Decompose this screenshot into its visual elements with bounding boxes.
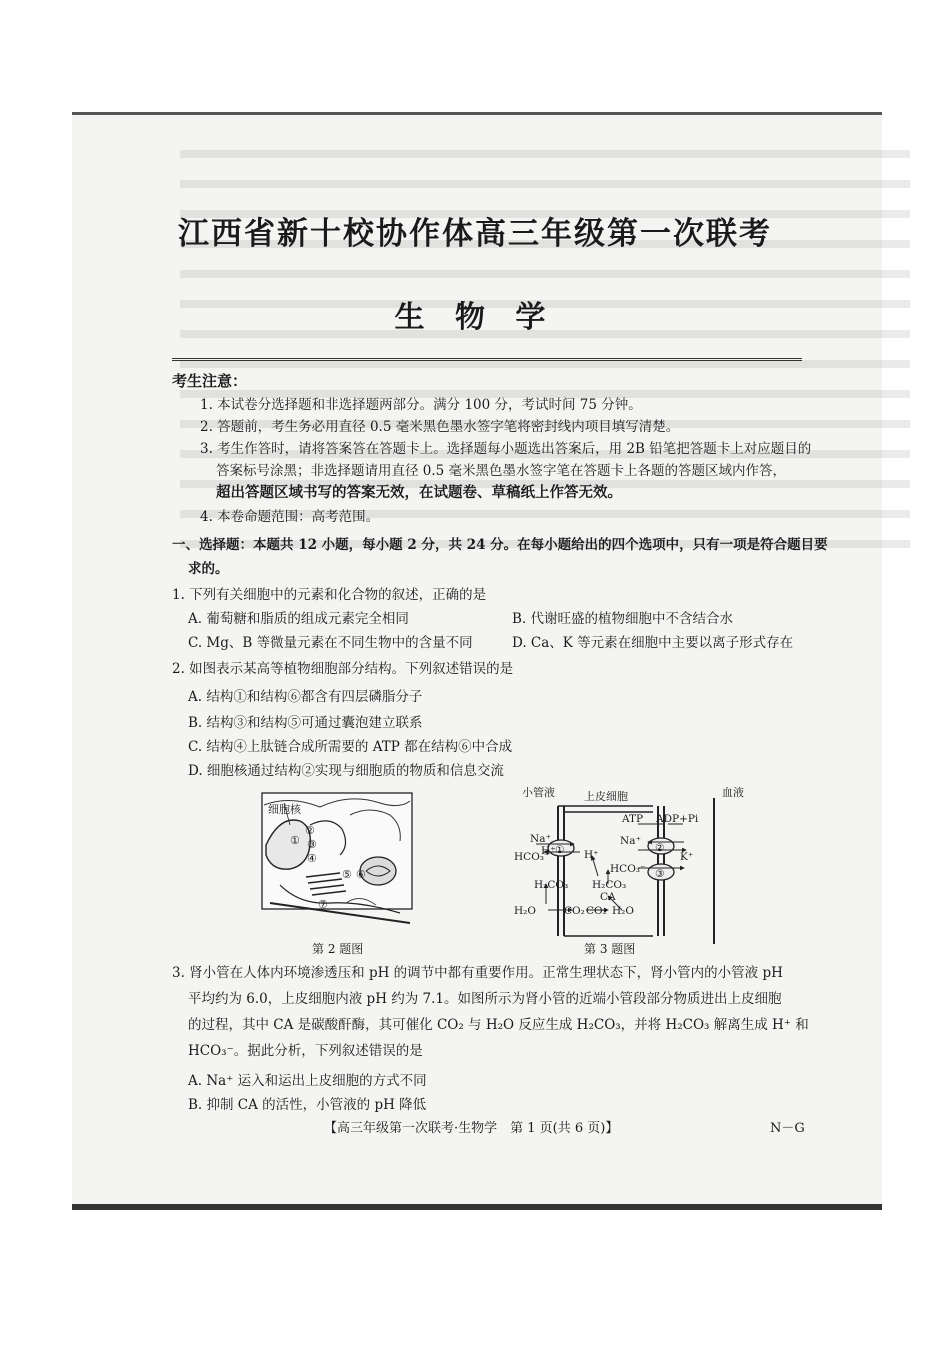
fig3-atp: ATP bbox=[622, 813, 644, 825]
fig2-caption: 第 2 题图 bbox=[312, 942, 364, 956]
fig3-ca-enzyme: CA bbox=[600, 891, 616, 903]
notice-heading: 考生注意： bbox=[172, 372, 248, 390]
notice-item-1: 1. 本试卷分选择题和非选择题两部分。满分 100 分，考试时间 75 分钟。 bbox=[200, 397, 642, 413]
fig3-caption: 第 3 题图 bbox=[584, 942, 636, 956]
fig2-label-nucleus: 细胞核 bbox=[268, 803, 301, 816]
notice-item-2: 2. 答题前，考生务必用直径 0.5 毫米黑色墨水签字笔将密封线内项目填写清楚。 bbox=[200, 419, 680, 435]
fig3-hco3-left: HCO₃⁻ bbox=[514, 851, 550, 863]
notice-item-3: 3. 考生作答时，请将答案答在答题卡上。选择题每小题选出答案后，用 2B 铅笔把答题卡上对应题目的 bbox=[200, 441, 812, 457]
notice-item-4: 4. 本卷命题范围：高考范围。 bbox=[200, 509, 380, 525]
q1-option-a: A. 葡萄糖和脂质的组成元素完全相同 bbox=[188, 611, 409, 627]
q3-stem-line2: 平均约为 6.0，上皮细胞内液 pH 约为 7.1。如图所示为肾小管的近端小管段部分物质进出上皮细胞 bbox=[188, 991, 782, 1007]
fig3-adp: ADP+Pi bbox=[656, 813, 699, 825]
fig2-label-6: ⑥ bbox=[356, 868, 366, 881]
q3-stem-line1: 3. 肾小管在人体内环境渗透压和 pH 的调节中都有重要作用。正常生理状态下，肾小管内的小管液 pH bbox=[172, 965, 783, 981]
paper-code: N－G bbox=[770, 1121, 805, 1136]
fig3-col-epithelial-cell: 上皮细胞 bbox=[584, 790, 628, 803]
fig2-label-1: ① bbox=[290, 834, 300, 847]
q3-stem-line4: HCO₃⁻。据此分析，下列叙述错误的是 bbox=[188, 1043, 423, 1059]
q3-option-a: A. Na⁺ 运入和运出上皮细胞的方式不同 bbox=[188, 1073, 427, 1089]
q1-option-c: C. Mg、B 等微量元素在不同生物中的含量不同 bbox=[188, 635, 473, 651]
fig3-na-left: Na⁺ bbox=[530, 833, 551, 845]
fig3-col-blood: 血液 bbox=[722, 786, 744, 799]
fig3-h2co3-left: H₂CO₃ bbox=[534, 879, 569, 891]
fig3-h2co3-right: H₂CO₃ bbox=[592, 879, 627, 891]
notice-item-3-cont: 答案标号涂黑；非选择题请用直径 0.5 毫米黑色墨水签字笔在答题卡上各题的答题区域内作答， bbox=[216, 463, 787, 479]
q2-stem: 2. 如图表示某高等植物细胞部分结构。下列叙述错误的是 bbox=[172, 661, 514, 677]
q1-stem: 1. 下列有关细胞中的元素和化合物的叙述，正确的是 bbox=[172, 587, 487, 603]
fig2-label-3: ③ bbox=[307, 838, 317, 851]
fig3-h2o-right: H₂O bbox=[612, 905, 634, 917]
q3-option-b: B. 抑制 CA 的活性，小管液的 pH 降低 bbox=[188, 1097, 427, 1113]
fig3-col-tubular-fluid: 小管液 bbox=[522, 786, 555, 799]
fig2-label-2: ② bbox=[305, 824, 315, 837]
fig3-co2-right: CO₂ bbox=[586, 905, 607, 917]
fig2-label-4: ④ bbox=[307, 852, 317, 865]
page-footer: 【高三年级第一次联考·生物学 第 1 页(共 6 页)】 bbox=[324, 1121, 619, 1136]
q1-option-d: D. Ca、K 等元素在细胞中主要以离子形式存在 bbox=[512, 635, 794, 651]
section1-heading: 一、选择题：本题共 12 小题，每小题 2 分，共 24 分。在每小题给出的四个选项中，只有一项是符合题目要 bbox=[172, 537, 828, 553]
fig3-na-right: Na⁺ bbox=[620, 835, 641, 847]
q2-option-d: D. 细胞核通过结构②实现与细胞质的物质和信息交流 bbox=[188, 763, 504, 779]
fig3-h-left: H⁺ bbox=[541, 845, 556, 857]
fig3-co2-left: CO₂ bbox=[564, 905, 585, 917]
q1-option-b: B. 代谢旺盛的植物细胞中不含结合水 bbox=[512, 611, 734, 627]
fig3-carrier-2: ② bbox=[655, 842, 665, 854]
fig3-carrier-1: ① bbox=[555, 844, 565, 856]
fig2-label-5: ⑤ bbox=[342, 868, 352, 881]
exam-title: 江西省新十校协作体高三年级第一次联考 bbox=[178, 216, 772, 252]
subject-title: 生 物 学 bbox=[394, 300, 556, 335]
fig2-label-7: ⑦ bbox=[318, 898, 328, 911]
q3-stem-line3: 的过程，其中 CA 是碳酸酐酶，其可催化 CO₂ 与 H₂O 反应生成 H₂CO₃，并将 H₂CO₃ 解离生成 H⁺ 和 bbox=[188, 1017, 809, 1033]
title-divider bbox=[172, 358, 802, 361]
fig3-hco3-right: HCO₃⁻ bbox=[610, 863, 646, 875]
q2-option-c: C. 结构④上肽链合成所需要的 ATP 都在结构⑥中合成 bbox=[188, 739, 513, 755]
q2-option-a: A. 结构①和结构⑥都含有四层磷脂分子 bbox=[188, 689, 423, 705]
fig3-k: K⁺ bbox=[680, 851, 694, 863]
notice-item-3-emphasis: 超出答题区域书写的答案无效，在试题卷、草稿纸上作答无效。 bbox=[216, 484, 622, 501]
section1-heading-cont: 求的。 bbox=[188, 561, 229, 577]
fig3-h-right: H⁺ bbox=[584, 849, 599, 861]
q2-option-b: B. 结构③和结构⑤可通过囊泡建立联系 bbox=[188, 715, 423, 731]
fig3-h2o-left: H₂O bbox=[514, 905, 536, 917]
fig3-carrier-3: ③ bbox=[655, 868, 665, 880]
